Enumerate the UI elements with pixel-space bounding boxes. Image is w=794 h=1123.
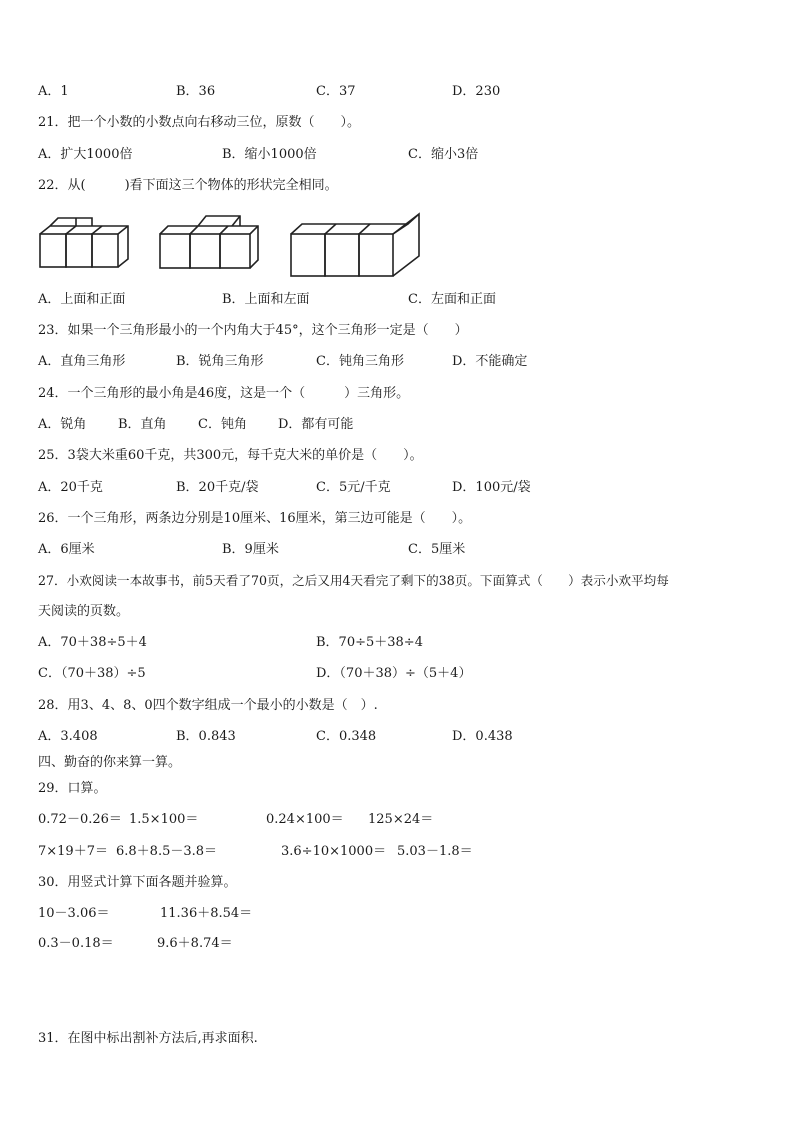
q26-option-b: B．9厘米: [222, 542, 279, 557]
q23-option-b: B．锐角三角形: [176, 354, 264, 369]
q28-option-c: C．0.348: [316, 729, 377, 744]
q25-option-c: C．5元/千克: [316, 480, 391, 495]
cube-figure-3: [288, 212, 433, 280]
q22-option-b: B．上面和左面: [222, 292, 310, 307]
q30-item: 11.36＋8.54＝: [160, 906, 253, 921]
q30-item: 10－3.06＝: [38, 906, 110, 921]
q25-option-a: A．20千克: [38, 480, 103, 495]
q26-option-a: A．6厘米: [38, 542, 95, 557]
q30-stem: 30．用竖式计算下面各题并验算。: [38, 875, 237, 890]
q24-option-d: D．都有可能: [278, 417, 354, 432]
q29-item: 3.6÷10×1000＝: [281, 844, 387, 859]
q23-option-d: D．不能确定: [452, 354, 528, 369]
q21-option-b: B．缩小1000倍: [222, 147, 317, 162]
q29-item: 1.5×100＝: [129, 812, 199, 827]
q27-stem-line2: 天阅读的页数。: [38, 604, 130, 619]
q23-option-c: C．钝角三角形: [316, 354, 404, 369]
q24-option-c: C．钝角: [198, 417, 247, 432]
q24-stem: 24．一个三角形的最小角是46度，这是一个（ ）三角形。: [38, 386, 410, 401]
q29-stem: 29．口算。: [38, 781, 107, 796]
q28-option-b: B．0.843: [176, 729, 236, 744]
q29-item: 5.03－1.8＝: [397, 844, 473, 859]
q26-stem: 26．一个三角形，两条边分别是10厘米、16厘米，第三边可能是（ ）。: [38, 511, 472, 526]
q30-item: 0.3－0.18＝: [38, 936, 114, 951]
q21-option-a: A．扩大1000倍: [38, 147, 133, 162]
q29-item: 6.8＋8.5－3.8＝: [116, 844, 218, 859]
q20-option-d: D．230: [452, 84, 501, 99]
q20-option-b: B．36: [176, 84, 216, 99]
q27-option-a: A．70＋38÷5＋4: [38, 635, 147, 650]
q21-stem: 21．把一个小数的小数点向右移动三位，原数（ ）。: [38, 115, 361, 130]
q23-stem: 23．如果一个三角形最小的一个内角大于45°，这个三角形一定是（ ）: [38, 323, 468, 338]
q22-stem: 22．从( )看下面这三个物体的形状完全相同。: [38, 178, 338, 193]
q27-option-b: B．70÷5＋38÷4: [316, 635, 423, 650]
q25-option-b: B．20千克/袋: [176, 480, 259, 495]
q23-option-a: A．直角三角形: [38, 354, 126, 369]
q27-stem-line1: 27．小欢阅读一本故事书，前5天看了70页，之后又用4天看完了剩下的38页。下面算式（ ）表示小欢平均每: [38, 573, 669, 588]
q29-item: 0.72－0.26＝: [38, 812, 122, 827]
q25-stem: 25．3袋大米重60千克，共300元，每千克大米的单价是（ ）。: [38, 448, 423, 463]
q31-stem: 31．在图中标出割补方法后,再求面积.: [38, 1031, 258, 1046]
q24-option-a: A．锐角: [38, 417, 87, 432]
q26-option-c: C．5厘米: [408, 542, 466, 557]
q28-stem: 28．用3、4、8、0四个数字组成一个最小的小数是（ ）.: [38, 698, 378, 713]
q28-option-a: A．3.408: [38, 729, 98, 744]
q29-item: 0.24×100＝: [266, 812, 344, 827]
q20-option-a: A．1: [38, 84, 69, 99]
q27-option-d: D．（70＋38）÷（5＋4）: [316, 666, 472, 681]
q27-option-c: C．（70＋38）÷5: [38, 666, 146, 681]
q21-option-c: C．缩小3倍: [408, 147, 479, 162]
cube-figure-1: [38, 212, 133, 272]
q30-item: 9.6＋8.74＝: [157, 936, 233, 951]
section-heading: 四、勤奋的你来算一算。: [38, 755, 182, 770]
q22-option-c: C．左面和正面: [408, 292, 496, 307]
q20-option-c: C．37: [316, 84, 356, 99]
q29-item: 7×19＋7＝: [38, 844, 108, 859]
q29-item: 125×24＝: [368, 812, 434, 827]
q22-cube-figures: [38, 212, 438, 280]
q25-option-d: D．100元/袋: [452, 480, 531, 495]
q24-option-b: B．直角: [118, 417, 167, 432]
q28-option-d: D．0.438: [452, 729, 513, 744]
cube-figure-2: [158, 212, 268, 274]
q22-option-a: A．上面和正面: [38, 292, 126, 307]
